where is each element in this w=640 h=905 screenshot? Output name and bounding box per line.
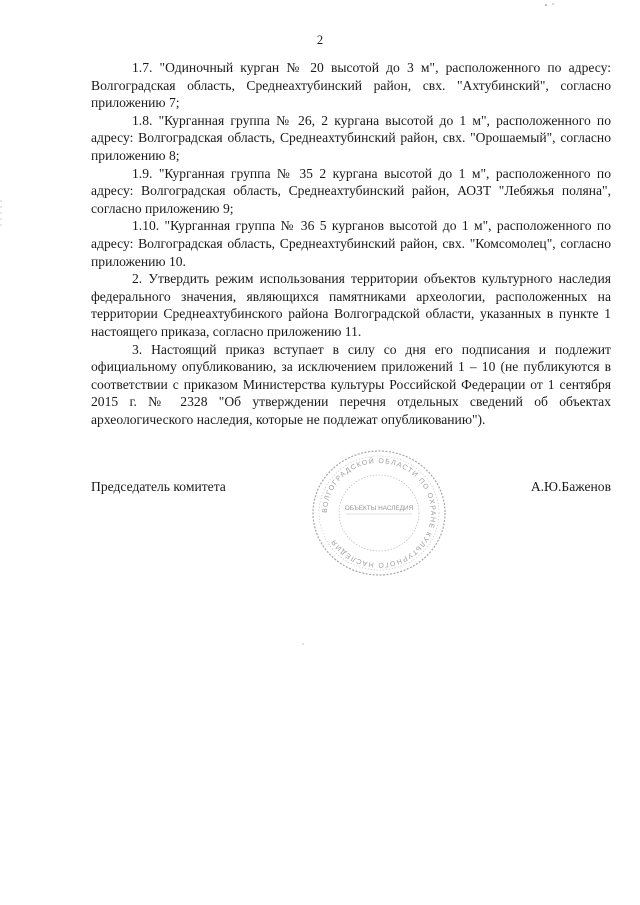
stamp-center-text: ОБЪЕКТЫ НАСЛЕДИЯ xyxy=(344,505,414,512)
page-number: 2 xyxy=(316,33,324,47)
paragraph-3: 3. Настоящий приказ вступает в силу со дня его подписания и подлежит официальному опубликованию, за исключением приложений 1 – 10 (не публикуются в соответствии с приказом Министерства культуры Российской Федерации от 1 сентября 2015 г. № 2328 "Об утверждении перечня отдельных сведений об объектах археологического наследия, которые не подлежат опубликованию"). xyxy=(91,341,611,427)
scan-speck xyxy=(301,642,305,646)
signer-title: Председатель комитета xyxy=(91,479,226,494)
paragraph-1-9: 1.9. "Курганная группа № 35 2 кургана высотой до 1 м", расположенного по адресу: Волгоградская область, Среднеахтубинский район, АОЗТ "Лебяжья поляна", согласно приложению 9; xyxy=(91,165,611,216)
paragraph-1-7: 1.7. "Одиночный курган № 20 высотой до 3 м", расположенного по адресу: Волгоградская область, Среднеахтубинский район, свх. "Ахтубинский", согласно приложению 7; xyxy=(91,60,611,111)
signer-name: А.Ю.Баженов xyxy=(530,479,611,494)
paragraph-1-8: 1.8. "Курганная группа № 26, 2 кургана высотой до 1 м", расположенного по адресу: Волгоградская область, Среднеахтубинский район, свх. "Орошаемый", согласно приложению 8; xyxy=(91,112,611,163)
official-stamp xyxy=(310,448,448,578)
scan-speck xyxy=(0,200,4,230)
scan-speck xyxy=(544,2,556,8)
stamp-ring-text: ВОЛГОГРАДСКОЙ ОБЛАСТИ ПО ОХРАНЕ КУЛЬТУРНОГО НАСЛЕДИЯ xyxy=(321,457,437,569)
document-body xyxy=(91,59,611,428)
paragraph-2: 2. Утвердить режим использования территории объектов культурного наследия федерального значения, являющихся памятниками археологии, расположенных на территории Среднеахтубинского района Волгоградской области, указанных в пункте 1 настоящего приказа, согласно приложению 11. xyxy=(91,271,611,339)
paragraph-1-10: 1.10. "Курганная группа № 36 5 курганов высотой до 1 м", расположенного по адресу: Волгоградская область, Среднеахтубинский район, свх. "Комсомолец", согласно приложению 10. xyxy=(91,218,611,269)
